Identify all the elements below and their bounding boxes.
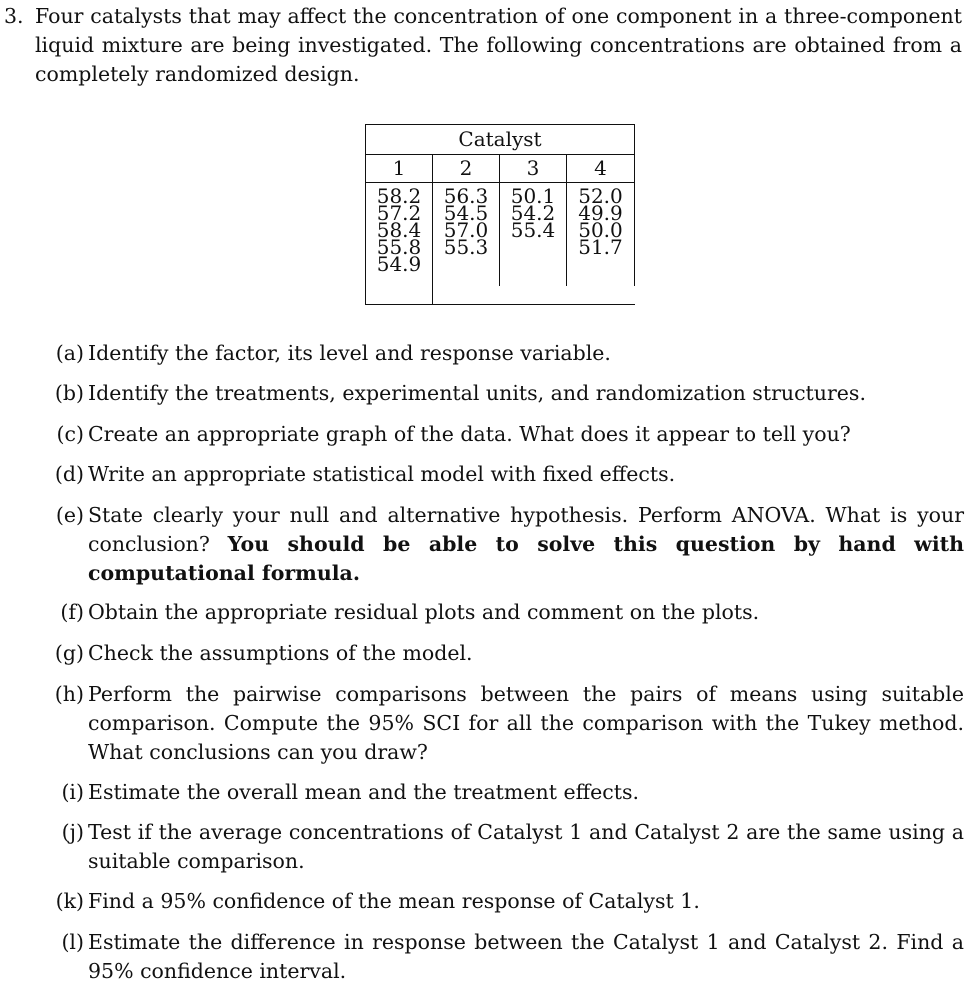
table-cell: 57.2 <box>376 201 422 225</box>
question-label: (i) <box>61 780 84 804</box>
table-cell: 49.9 <box>578 201 623 225</box>
table-bottom-cell <box>500 286 567 305</box>
column-catalyst-3 <box>500 183 567 287</box>
table-cell: 52.0 <box>578 184 623 208</box>
header-catalyst-2: 2 <box>433 155 500 183</box>
question-text: Find a 95% confidence of the mean response of Catalyst 1. <box>88 889 700 913</box>
question-text: Write an appropriate statistical model with fixed effects. <box>88 462 676 486</box>
question-label: (j) <box>61 820 84 844</box>
question-label: (b) <box>54 381 84 405</box>
problem-intro: Four catalysts that may affect the concentration of one component in a three-component liquid mixture are being investigated. The following concentrations are obtained from a completely randomized design. <box>35 4 962 86</box>
table-cell: 51.7 <box>578 235 623 259</box>
column-catalyst-1 <box>366 183 433 287</box>
question-text: Identify the factor, its level and response variable. <box>88 341 611 365</box>
question-text: Identify the treatments, experimental units, and randomization structures. <box>88 381 866 405</box>
question-text: Test if the average concentrations of Catalyst 1 and Catalyst 2 are the same using a suitable comparison. <box>88 820 964 873</box>
table-bottom-cell <box>366 286 433 305</box>
question-text: Check the assumptions of the model. <box>88 641 473 665</box>
question-text: Estimate the difference in response between the Catalyst 1 and Catalyst 2. Find a 95% confidence interval. <box>88 930 964 983</box>
table-cell: 55.8 <box>376 235 422 259</box>
question-label: (a) <box>55 341 84 365</box>
table-cell: 58.4 <box>376 218 422 242</box>
header-catalyst-4: 4 <box>567 155 635 183</box>
catalyst-table <box>365 124 635 305</box>
question-label: (l) <box>61 930 84 954</box>
table-cell: 50.0 <box>578 218 623 242</box>
table-cell: 54.2 <box>510 201 556 225</box>
table-bottom-cell <box>433 286 500 305</box>
question-label: (f) <box>60 600 84 624</box>
question-text: Perform the pairwise comparisons between the pairs of means using suitable comparison. Compute the 95% SCI for all the comparison with the Tukey method. What conclusions can you draw? <box>88 682 964 764</box>
header-catalyst-1: 1 <box>366 155 433 183</box>
table-bottom-cell <box>567 286 635 305</box>
question-label: (g) <box>54 641 84 665</box>
table-cell: 54.5 <box>443 201 489 225</box>
question-text: State clearly your null and alternative hypothesis. Perform ANOVA. What is your conclusion? You should be able to solve this question by hand with computational formula. <box>88 503 964 585</box>
column-catalyst-4 <box>567 183 635 287</box>
question-text: Create an appropriate graph of the data. What does it appear to tell you? <box>88 422 851 446</box>
table-cell: 55.4 <box>510 218 556 242</box>
table-cell: 50.1 <box>510 184 556 208</box>
question-label: (k) <box>55 889 84 913</box>
table-title: Catalyst <box>366 125 635 155</box>
question-bold-note: You should be able to solve this question by hand with computational formula. <box>88 532 964 585</box>
problem-number: 3. <box>4 4 24 28</box>
question-text: Obtain the appropriate residual plots and comment on the plots. <box>88 600 760 624</box>
question-text: Estimate the overall mean and the treatment effects. <box>88 780 640 804</box>
header-catalyst-3: 3 <box>500 155 567 183</box>
table-cell: 57.0 <box>443 218 489 242</box>
table-cell: 54.9 <box>376 252 422 276</box>
question-label: (d) <box>54 462 84 486</box>
question-label: (h) <box>54 682 84 706</box>
question-label: (e) <box>55 503 84 527</box>
problem-statement <box>4 2 962 89</box>
column-catalyst-2 <box>433 183 500 287</box>
table-cell: 58.2 <box>376 184 422 208</box>
table-cell: 56.3 <box>443 184 489 208</box>
table-cell: 55.3 <box>443 235 489 259</box>
question-label: (c) <box>56 422 84 446</box>
